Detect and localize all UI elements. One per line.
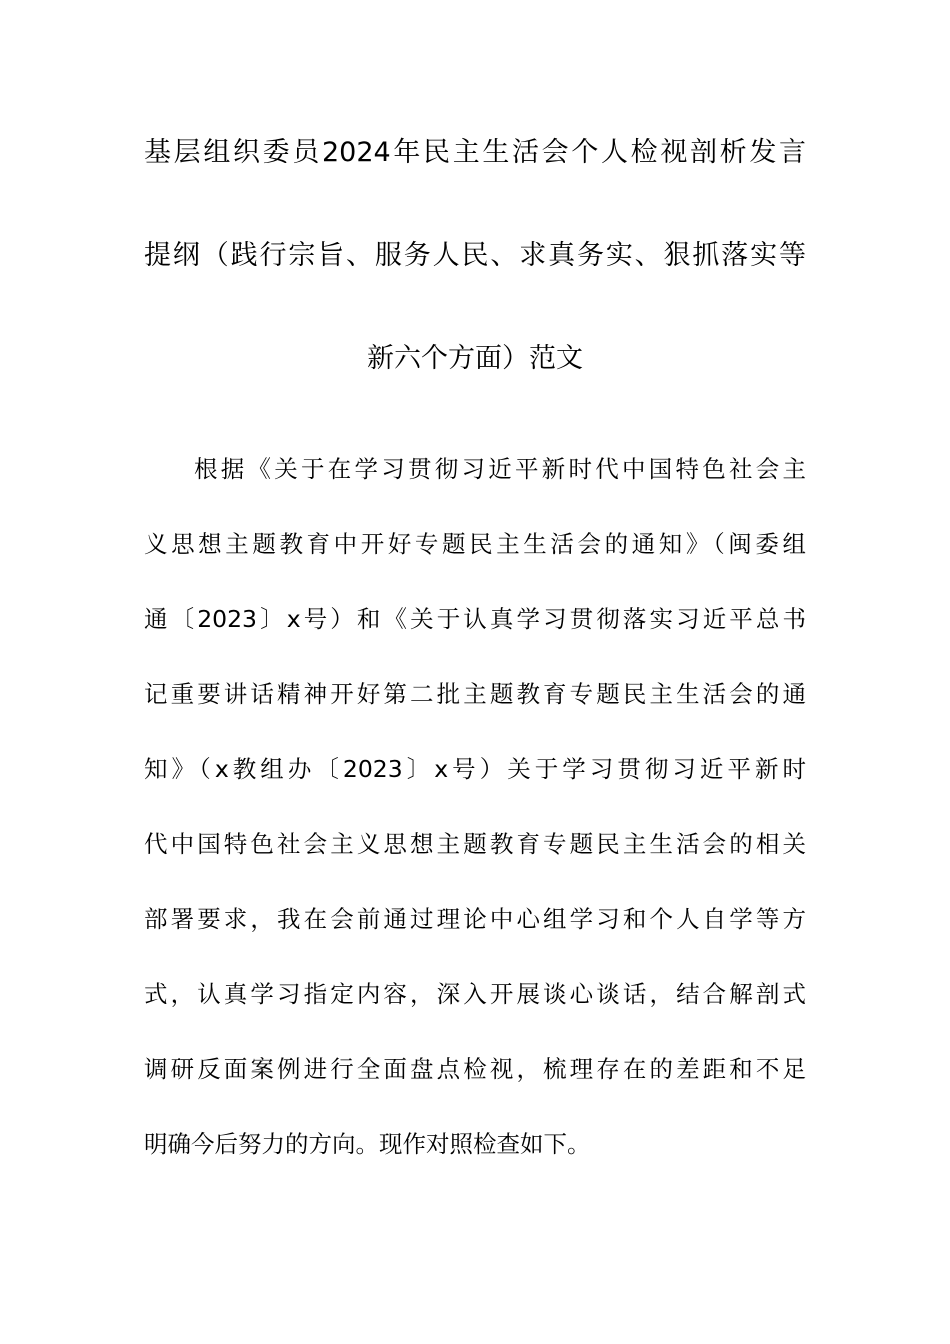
document-title [144, 118, 806, 427]
paragraph-line-10: 明确今后努力的方向。现作对照检查如下。 [144, 1130, 591, 1158]
paragraph-line-3: 通〔2023〕x号）和《关于认真学习贯彻落实习近平总书 [144, 605, 806, 633]
title-line-1: 基层组织委员2024年民主生活会个人检视剖析发言 [144, 137, 806, 168]
paragraph-line-4: 记重要讲话精神开好第二批主题教育专题民主生活会的通 [144, 680, 806, 708]
paragraph-line-2: 义思想主题教育中开好专题民主生活会的通知》（闽委组 [144, 530, 806, 558]
paragraph-line-6: 代中国特色社会主义思想主题教育专题民主生活会的相关 [144, 830, 806, 858]
paragraph-line-1: 根据《关于在学习贯彻习近平新时代中国特色社会主 [194, 455, 806, 483]
paragraph-line-5: 知》（x教组办〔2023〕x号）关于学习贯彻习近平新时 [144, 755, 806, 783]
title-line-3: 新六个方面）范文 [367, 343, 583, 374]
paragraph-line-9: 调研反面案例进行全面盘点检视，梳理存在的差距和不足 [144, 1055, 806, 1083]
paragraph-line-8: 式，认真学习指定内容，深入开展谈心谈话，结合解剖式 [144, 980, 806, 1008]
body-paragraph [144, 432, 806, 1182]
paragraph-line-7: 部署要求，我在会前通过理论中心组学习和个人自学等方 [144, 905, 806, 933]
title-line-2: 提纲（践行宗旨、服务人民、求真务实、狠抓落实等 [144, 240, 806, 271]
